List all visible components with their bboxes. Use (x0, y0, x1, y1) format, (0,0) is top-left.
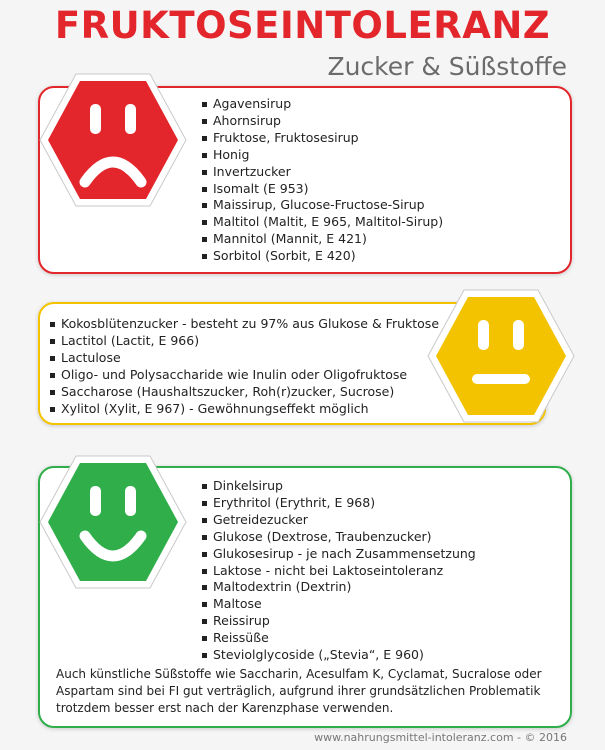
list-item: Maltodextrin (Dextrin) (202, 579, 476, 596)
list-item: Honig (202, 147, 443, 164)
list-item: Sorbitol (Sorbit, E 420) (202, 248, 443, 265)
list-item: Laktose - nicht bei Laktoseintoleranz (202, 563, 476, 580)
happy-face-icon (38, 452, 188, 592)
page-title: FRUKTOSEINTOLERANZ (54, 4, 551, 47)
list-item: Lactitol (Lactit, E 966) (50, 333, 439, 350)
page-subtitle: Zucker & Süßstoffe (327, 52, 567, 81)
list-item: Maltitol (Maltit, E 965, Maltitol-Sirup) (202, 214, 443, 231)
list-tolerated (202, 478, 476, 664)
list-item: Glukosesirup - je nach Zusammensetzung (202, 546, 476, 563)
list-avoid (202, 96, 443, 265)
list-item: Kokosblütenzucker - besteht zu 97% aus Glukose & Fruktose (50, 316, 439, 333)
list-item: Oligo- und Polysaccharide wie Inulin oder Oligofruktose (50, 367, 439, 384)
list-item: Erythritol (Erythrit, E 968) (202, 495, 476, 512)
list-item: Steviolglycoside („Stevia“, E 960) (202, 647, 476, 664)
list-item: Ahornsirup (202, 113, 443, 130)
list-item: Mannitol (Mannit, E 421) (202, 231, 443, 248)
list-item: Saccharose (Haushaltszucker, Roh(r)zucker, Sucrose) (50, 384, 439, 401)
list-item: Reissüße (202, 630, 476, 647)
list-item: Isomalt (E 953) (202, 181, 443, 198)
sad-face-icon (38, 70, 188, 210)
list-item: Lactulose (50, 350, 439, 367)
list-item: Fruktose, Fruktosesirup (202, 130, 443, 147)
footer-credit: www.nahrungsmittel-intoleranz.com - © 2016 (314, 731, 567, 744)
list-item: Xylitol (Xylit, E 967) - Gewöhnungseffekt möglich (50, 401, 439, 418)
list-caution (50, 316, 439, 417)
list-item: Maissirup, Glucose-Fructose-Sirup (202, 197, 443, 214)
list-item: Invertzucker (202, 164, 443, 181)
list-item: Maltose (202, 596, 476, 613)
list-item: Getreidezucker (202, 512, 476, 529)
list-item: Agavensirup (202, 96, 443, 113)
list-item: Dinkelsirup (202, 478, 476, 495)
list-item: Reissirup (202, 613, 476, 630)
sweetener-note: Auch künstliche Süßstoffe wie Saccharin, Acesulfam K, Cyclamat, Sucralose oder Aspartam sind bei FI gut verträglich, aufgrund ihrer grundsätzlichen Problematik trotzdem besser erst nach der Karenzphase verwenden. (56, 667, 542, 715)
neutral-face-icon (426, 286, 576, 426)
list-item: Glukose (Dextrose, Traubenzucker) (202, 529, 476, 546)
